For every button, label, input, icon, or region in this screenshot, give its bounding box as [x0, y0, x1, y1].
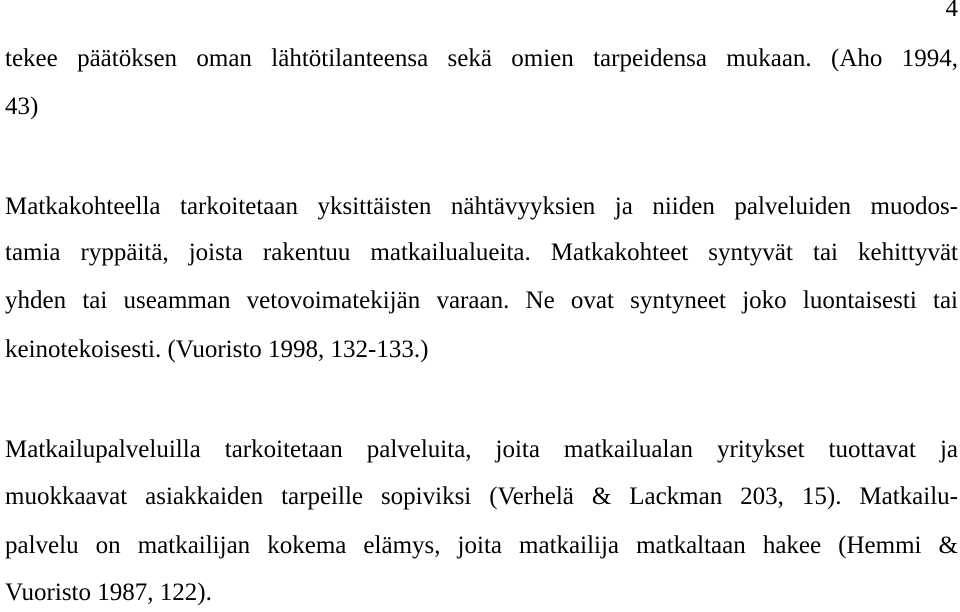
text-line: Matkailupalveluilla tarkoitetaan palveluita, joita matkailualan yritykset tuottavat ja — [5, 436, 958, 463]
text-line: muokkaavat asiakkaiden tarpeille sopiviksi (Verhelä & Lackman 203, 15). Matkailu- — [5, 483, 958, 510]
text-line: yhden tai useamman vetovoimatekijän varaan. Ne ovat syntyneet joko luontaisesti tai — [5, 287, 958, 314]
text-line: palvelu on matkailijan kokema elämys, joita matkailija matkaltaan hakee (Hemmi & — [5, 532, 958, 559]
text-line: 43) — [5, 93, 39, 120]
text-line: tamia ryppäitä, joista rakentuu matkailualueita. Matkakohteet syntyvät tai kehittyvät — [5, 239, 958, 266]
text-line: Vuoristo 1987, 122). — [5, 579, 212, 606]
text-line: keinotekoisesti. (Vuoristo 1998, 132-133.) — [5, 336, 429, 363]
text-line: tekee päätöksen oman lähtötilanteensa sekä omien tarpeidensa mukaan. (Aho 1994, — [5, 45, 958, 72]
text-line: Matkakohteella tarkoitetaan yksittäisten nähtävyyksien ja niiden palveluiden muodos- — [5, 193, 958, 220]
page-number: 4 — [945, 0, 958, 22]
